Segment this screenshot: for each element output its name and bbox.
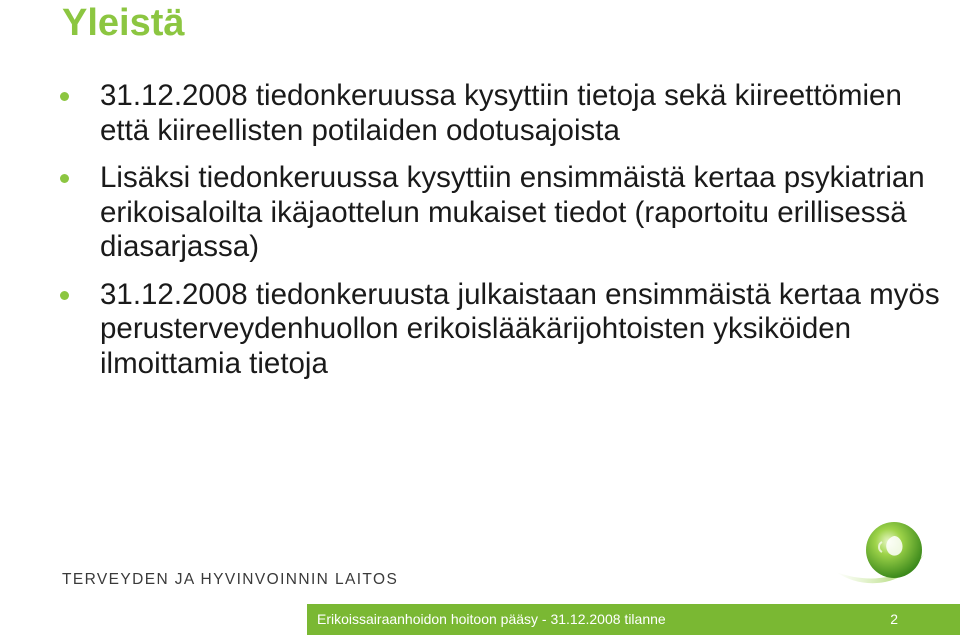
footer-bar bbox=[307, 604, 960, 635]
bullet-item bbox=[60, 278, 940, 382]
bullet-item bbox=[60, 79, 940, 148]
bullet-dot-icon bbox=[60, 291, 69, 300]
bullet-dot-icon bbox=[60, 174, 69, 183]
slide-title: Yleistä bbox=[62, 2, 185, 44]
bullet-text: 31.12.2008 tiedonkeruussa kysyttiin tietoja sekä kiireettömien että kiireellisten potilaiden odotusajoista bbox=[100, 79, 902, 147]
organization-name: TERVEYDEN JA HYVINVOINNIN LAITOS bbox=[62, 571, 399, 588]
page-number: 2 bbox=[890, 611, 898, 627]
thl-globe-logo-icon bbox=[832, 514, 932, 594]
footer-title: Erikoissairaanhoidon hoitoon pääsy - 31.12.2008 tilanne bbox=[317, 611, 666, 627]
bullet-dot-icon bbox=[60, 92, 69, 101]
bullet-text: 31.12.2008 tiedonkeruusta julkaistaan ensimmäistä kertaa myös perusterveydenhuollon erikoislääkärijohtoisten yksiköiden ilmoittamia tietoja bbox=[100, 277, 940, 380]
bullet-text: Lisäksi tiedonkeruussa kysyttiin ensimmäistä kertaa psykiatrian erikoisaloilta ikäjaottelun mukaiset tiedot (raportoitu erillisessä diasarjassa) bbox=[100, 161, 925, 263]
bullet-item bbox=[60, 161, 940, 265]
bullet-list bbox=[60, 79, 940, 381]
